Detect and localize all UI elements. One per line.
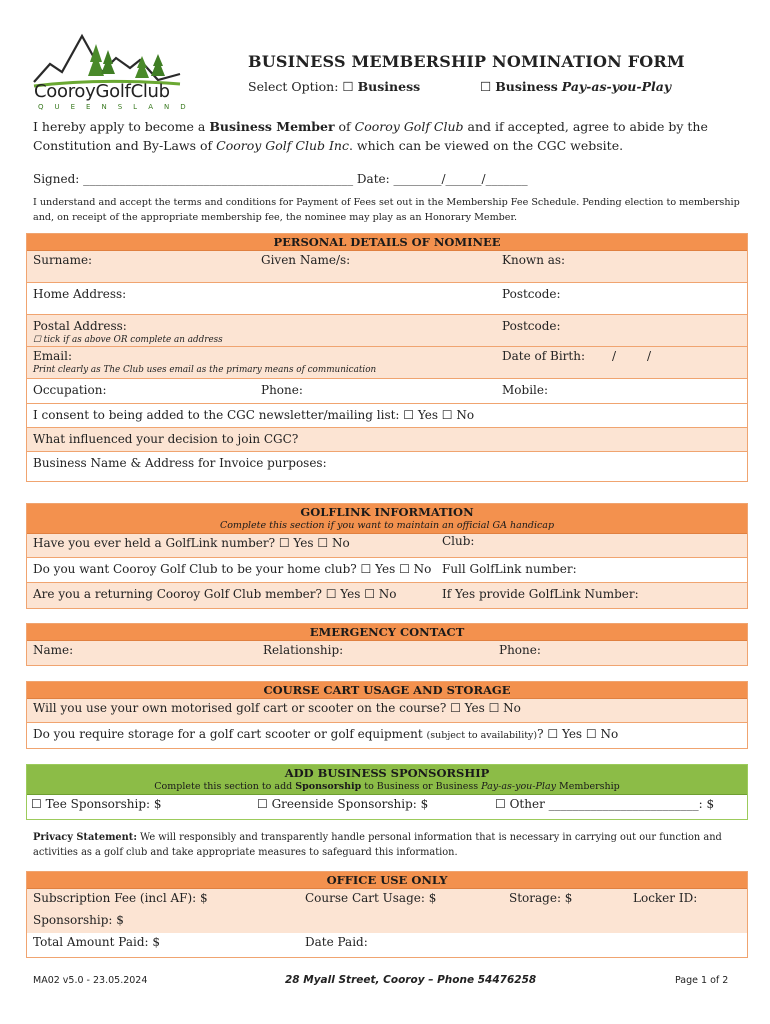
newsletter-consent[interactable]: I consent to being added to the CGC newsletter/mailing list: ☐ Yes ☐ No	[33, 408, 475, 422]
emergency-contact-section	[26, 623, 748, 666]
mobile-label: Mobile:	[502, 383, 549, 397]
office-row-2[interactable]	[27, 911, 747, 933]
section-header: ADD BUSINESS SPONSORSHIP Complete this section to add Sponsorship to Business or Business Pay-as-you-Play Membership	[27, 765, 747, 795]
business-name-label: Business Name & Address for Invoice purposes:	[33, 456, 327, 470]
signature-line[interactable]: Signed: _____________________________________________ Date: ________/______/_______	[33, 172, 528, 186]
consent-row[interactable]	[27, 404, 747, 428]
section-header: EMERGENCY CONTACT	[27, 624, 747, 641]
postcode-label: Postcode:	[502, 287, 561, 301]
held-golflink-question[interactable]: Have you ever held a GolfLink number? ☐ Yes ☐ No	[33, 536, 350, 550]
club-logo	[30, 28, 197, 111]
home-club-question[interactable]: Do you want Cooroy Golf Club to be your home club? ☐ Yes ☐ No	[33, 562, 432, 576]
privacy-statement: Privacy Statement: We will responsibly and transparently handle personal information that is necessary in carrying out our function and activities as a golf club and take appropriate measures to safeguard this information.	[33, 832, 722, 858]
club-label: Club:	[442, 534, 475, 548]
greenside-sponsorship-checkbox[interactable]: ☐ Greenside Sponsorship: $	[257, 797, 429, 811]
email-row[interactable]	[27, 347, 747, 379]
golflink-q1-row[interactable]	[27, 534, 747, 558]
influence-row[interactable]	[27, 428, 747, 452]
cart-q2-row[interactable]	[27, 723, 747, 748]
emergency-phone-label: Phone:	[499, 643, 541, 657]
relationship-label: Relationship:	[263, 643, 344, 657]
returning-member-question[interactable]: Are you a returning Cooroy Golf Club member? ☐ Yes ☐ No	[33, 587, 397, 601]
golflink-q2-row[interactable]	[27, 558, 747, 583]
sponsorship-section	[26, 764, 748, 820]
golflink-q3-row[interactable]	[27, 583, 747, 608]
total-paid-label: Total Amount Paid: $	[33, 935, 160, 949]
full-golflink-label: Full GolfLink number:	[442, 562, 577, 576]
phone-label: Phone:	[261, 383, 303, 397]
postal-note[interactable]: ☐ tick if as above OR complete an address	[33, 335, 223, 345]
postal-postcode-label: Postcode:	[502, 319, 561, 333]
office-use-section	[26, 871, 748, 958]
other-sponsorship-checkbox[interactable]: ☐ Other _________________________: $	[495, 797, 715, 811]
known-as-label: Known as:	[502, 253, 566, 267]
home-address-label: Home Address:	[33, 287, 127, 301]
cart-section	[26, 681, 748, 749]
if-yes-golflink-label: If Yes provide GolfLink Number:	[442, 587, 639, 601]
dob-separator: /	[647, 349, 652, 363]
cart-q1-row[interactable]	[27, 699, 747, 723]
tee-sponsorship-checkbox[interactable]: ☐ Tee Sponsorship: $	[31, 797, 162, 811]
emergency-name-label: Name:	[33, 643, 74, 657]
date-paid-label: Date Paid:	[305, 935, 368, 949]
business-row[interactable]	[27, 452, 747, 481]
personal-details-section	[26, 233, 748, 482]
dob-separator: /	[612, 349, 617, 363]
form-version: MA02 v5.0 - 23.05.2024	[33, 975, 148, 986]
sponsorship-row[interactable]	[27, 795, 747, 819]
form-title: BUSINESS MEMBERSHIP NOMINATION FORM	[248, 52, 685, 71]
name-row[interactable]	[27, 251, 747, 283]
emergency-row[interactable]	[27, 641, 747, 665]
dob-label: Date of Birth:	[502, 349, 585, 363]
occupation-row[interactable]	[27, 379, 747, 404]
storage-label: Storage: $	[509, 891, 573, 905]
home-address-row[interactable]	[27, 283, 747, 315]
influence-label: What influenced your decision to join CGC?	[33, 432, 299, 446]
postal-address-label: Postal Address:	[33, 319, 127, 333]
application-statement: I hereby apply to become a Business Member of Cooroy Golf Club and if accepted, agree to abide by the Constitution and By-Laws of Cooroy Golf Club Inc. which can be viewed on the CGC website.	[33, 119, 708, 153]
storage-question[interactable]: Do you require storage for a golf cart scooter or golf equipment (subject to availability)? ☐ Yes ☐ No	[33, 727, 619, 741]
office-row-1[interactable]	[27, 889, 747, 911]
logo-text: CooroyGolfClub	[34, 81, 170, 102]
section-subheader: Complete this section to add Sponsorship to Business or Business Pay-as-you-Play Membership	[154, 781, 620, 792]
payg-checkbox[interactable]: ☐	[480, 79, 492, 94]
section-subheader: Complete this section if you want to maintain an official GA handicap	[219, 520, 555, 531]
club-address: 28 Myall Street, Cooroy – Phone 54476258	[285, 974, 537, 986]
sponsorship-amount-label: Sponsorship: $	[33, 913, 124, 927]
section-header: OFFICE USE ONLY	[27, 872, 747, 889]
section-header: GOLFLINK INFORMATION Complete this section if you want to maintain an official GA handicap	[27, 504, 747, 534]
occupation-label: Occupation:	[33, 383, 107, 397]
business-checkbox[interactable]: ☐	[342, 79, 354, 94]
office-row-3[interactable]	[27, 933, 747, 957]
email-label: Email:	[33, 349, 73, 363]
surname-label: Surname:	[33, 253, 93, 267]
cart-usage-label: Course Cart Usage: $	[305, 891, 437, 905]
postal-address-row[interactable]	[27, 315, 747, 347]
page-number: Page 1 of 2	[675, 975, 729, 986]
logo-subtext: QUEENSLAND	[38, 103, 197, 111]
section-header: COURSE CART USAGE AND STORAGE	[27, 682, 747, 699]
golflink-section	[26, 503, 748, 609]
select-option-label: Select Option: ☐ Business	[248, 79, 421, 94]
terms-statement: I understand and accept the terms and conditions for Payment of Fees set out in the Membership Fee Schedule. Pending election to membership and, on receipt of the appropriate membership fee, the nominee may play as an Honorary Member.	[33, 197, 740, 223]
section-header: PERSONAL DETAILS OF NOMINEE	[27, 234, 747, 251]
subscription-fee-label: Subscription Fee (incl AF): $	[33, 891, 208, 905]
own-cart-question[interactable]: Will you use your own motorised golf cart or scooter on the course? ☐ Yes ☐ No	[33, 701, 521, 715]
given-name-label: Given Name/s:	[261, 253, 351, 267]
payg-option: ☐ Business Pay-as-you-Play	[480, 79, 672, 94]
business-option-label: Business	[357, 79, 421, 94]
locker-id-label: Locker ID:	[633, 891, 698, 905]
email-note: Print clearly as The Club uses email as the primary means of communication	[33, 365, 377, 375]
